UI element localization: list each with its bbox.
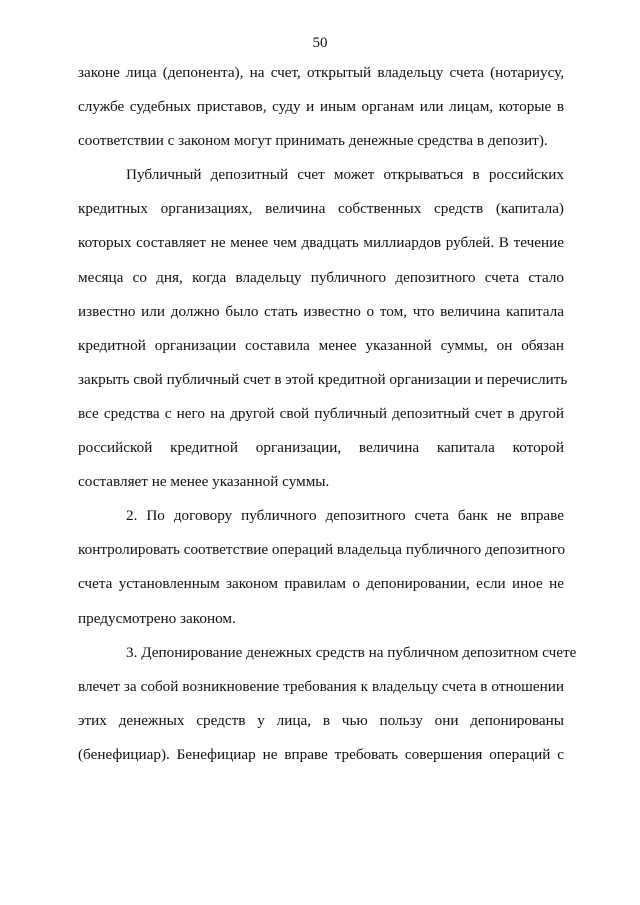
text-line: 2. По договору публичного депозитного счета банк не вправе	[126, 507, 564, 525]
text-line: законе лица (депонента), на счет, открытый владельцу счета (нотариусу,	[78, 64, 564, 81]
text-line: все средства с него на другой свой публичный депозитный счет в другой	[78, 404, 564, 422]
text-line: кредитной организации составила менее указанной суммы, он обязан	[78, 336, 564, 354]
text-line: контролировать соответствие операций владельца публичного депозитного	[78, 541, 566, 559]
text-line: 3. Депонирование денежных средств на публичном депозитном счете	[126, 643, 577, 661]
body-text	[78, 64, 577, 780]
text-line: закрыть свой публичный счет в этой кредитной организации и перечислить	[78, 370, 568, 388]
text-line: кредитных организациях, величина собственных средств (капитала)	[78, 200, 564, 218]
text-line: российской кредитной организации, величина капитала которой	[78, 439, 564, 457]
text-line: месяца со дня, когда владельцу публичного депозитного счета стало	[78, 268, 564, 286]
text-line: известно или должно было стать известно о том, что величина капитала	[78, 302, 564, 320]
text-line: службе судебных приставов, суду и иным органам или лицам, которые в	[78, 98, 564, 116]
text-line: соответствии с законом могут принимать денежные средства в депозит).	[78, 132, 548, 150]
text-line: счета установленным законом правилам о депонировании, если иное не	[78, 575, 564, 593]
text-line: Публичный депозитный счет может открываться в российских	[126, 166, 564, 184]
text-line: предусмотрено законом.	[78, 609, 236, 627]
text-line: которых составляет не менее чем двадцать миллиардов рублей. В течение	[78, 234, 564, 252]
text-line: составляет не менее указанной суммы.	[78, 473, 330, 491]
page-number: 50	[312, 35, 328, 51]
text-line: этих денежных средств у лица, в чью пользу они депонированы	[78, 711, 564, 729]
text-line: (бенефициар). Бенефициар не вправе требовать совершения операций с	[78, 745, 564, 763]
text-line: влечет за собой возникновение требования к владельцу счета в отношении	[78, 677, 564, 695]
